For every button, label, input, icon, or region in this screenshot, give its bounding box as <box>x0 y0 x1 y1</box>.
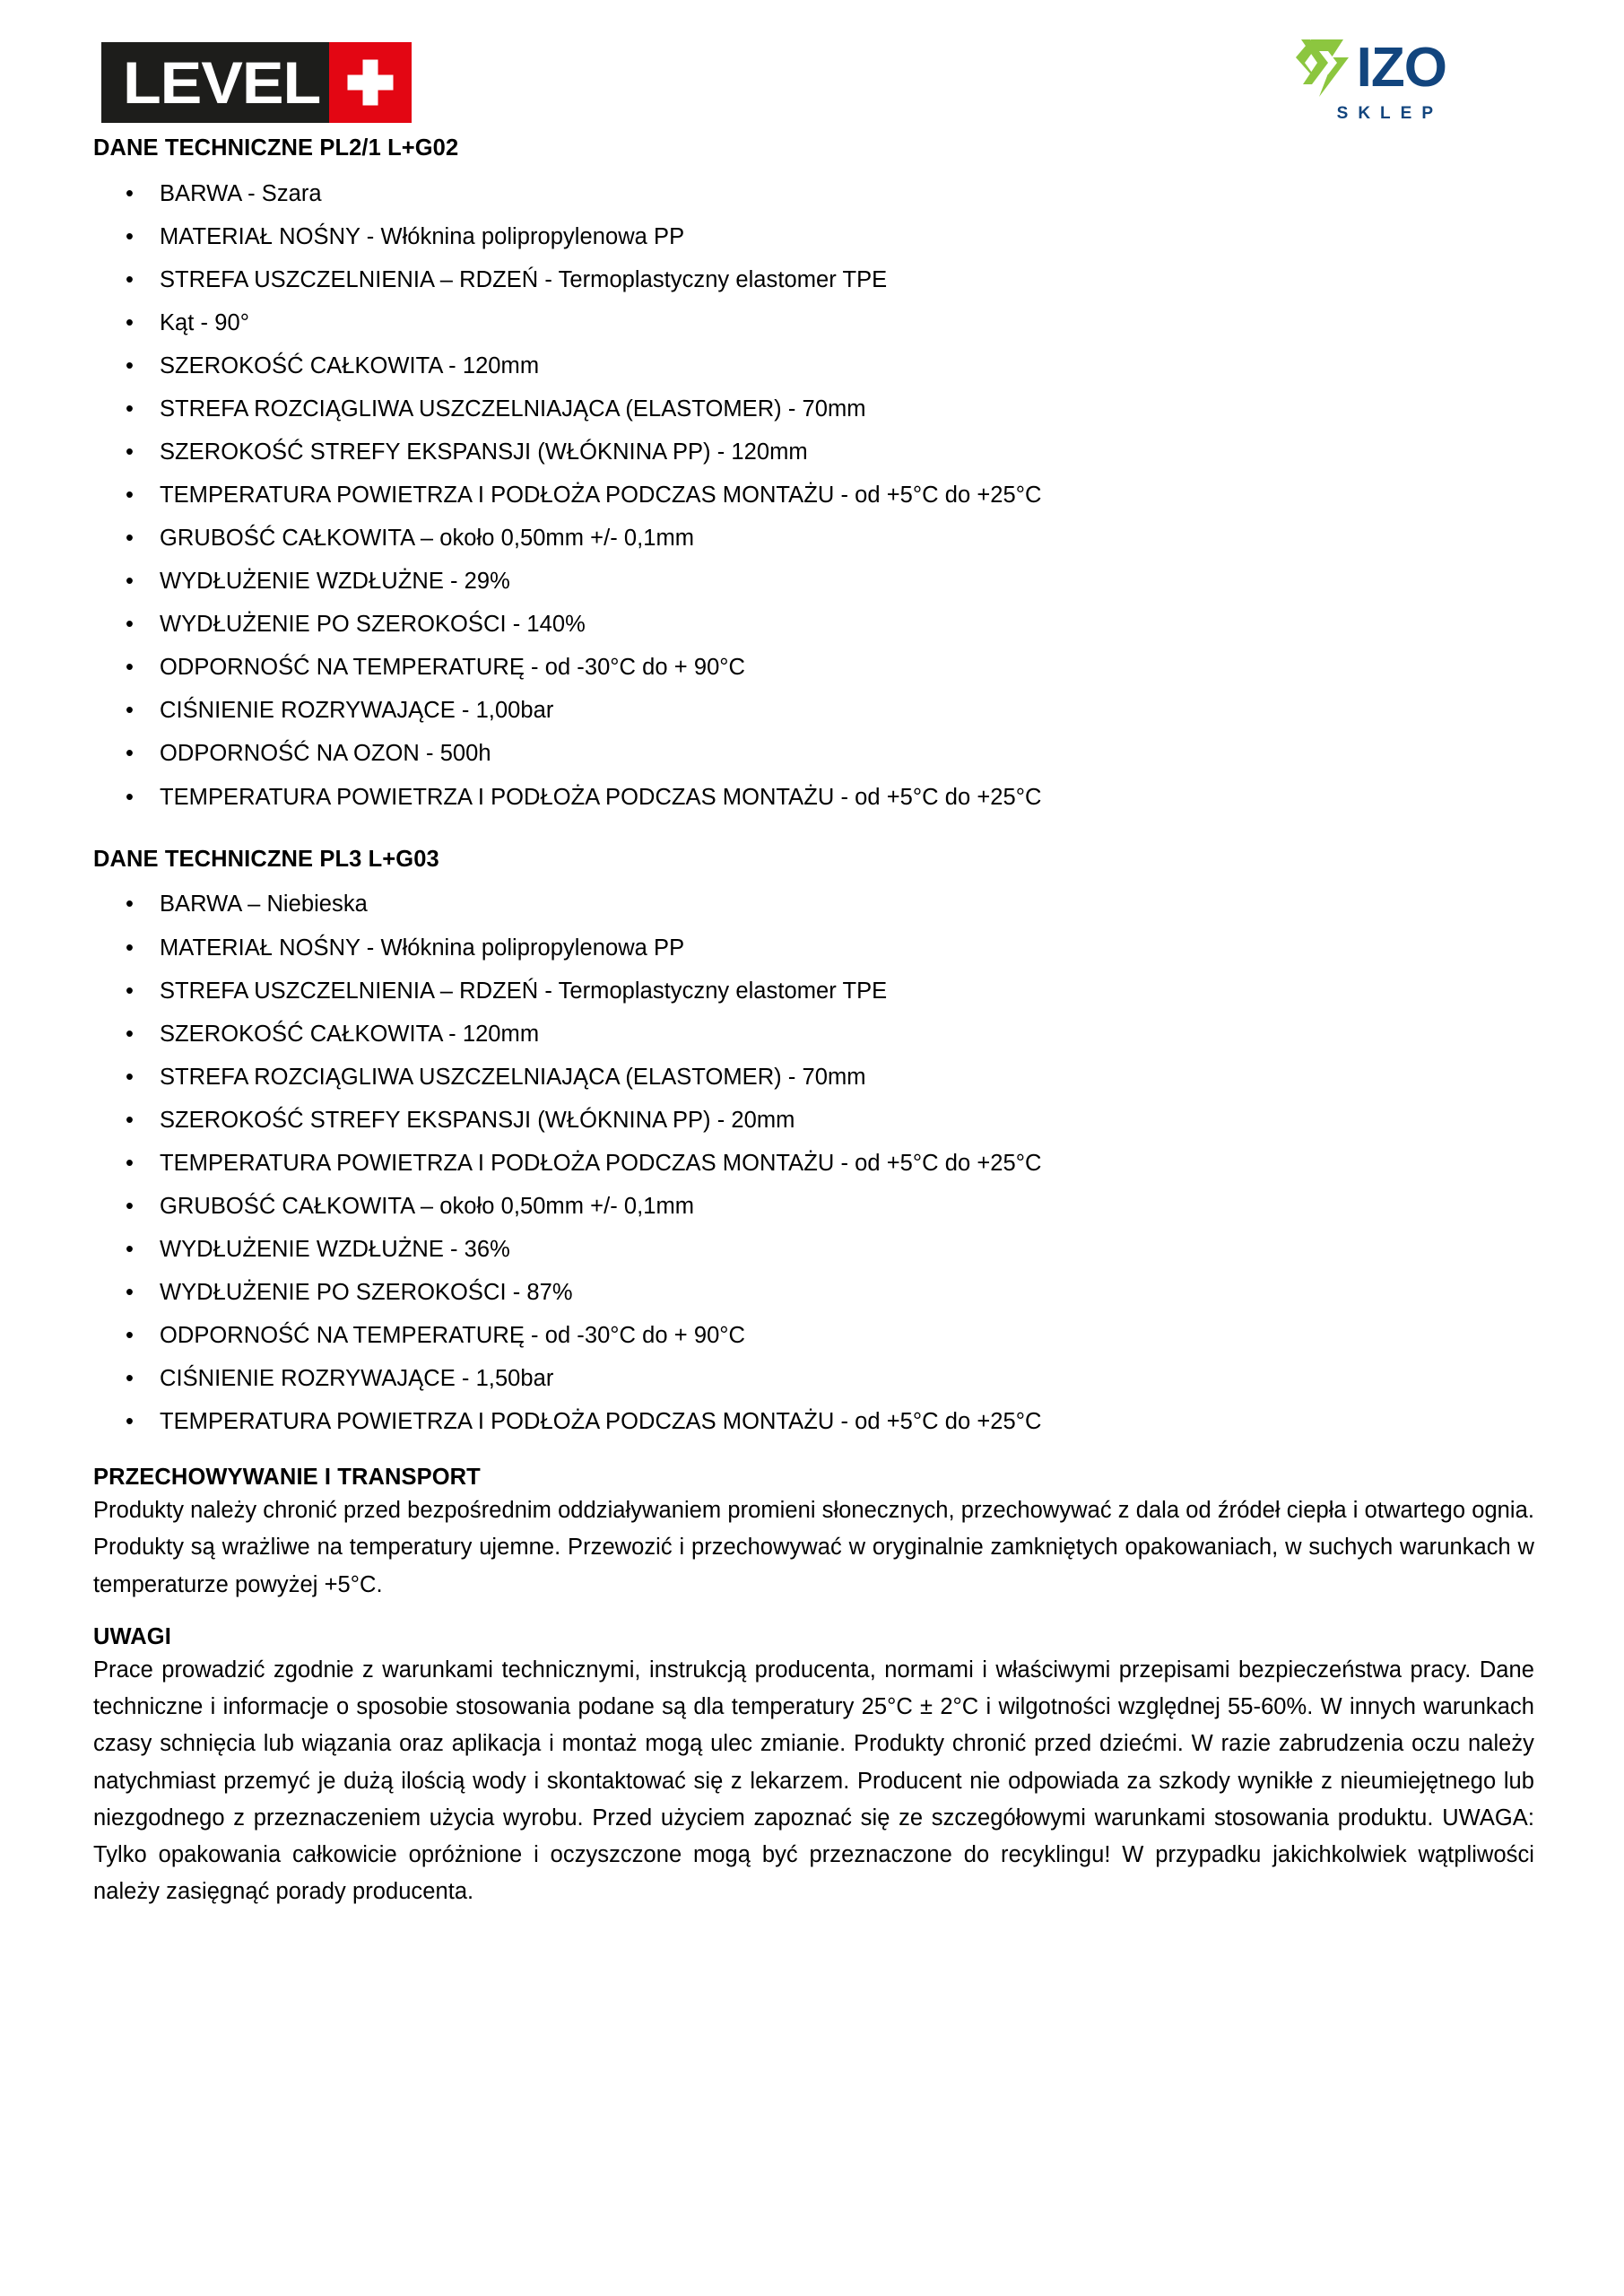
section-spacer <box>93 810 1534 846</box>
section-spacer <box>93 1434 1534 1464</box>
plus-cross-icon-horizontal <box>347 75 393 91</box>
list-item: • WYDŁUŻENIE PO SZEROKOŚCI - 87% <box>93 1262 1534 1305</box>
list-item: • WYDŁUŻENIE WZDŁUŻNE - 29% <box>93 551 1534 594</box>
list-item: • SZEROKOŚĆ STREFY EKSPANSJI (WŁÓKNINA PP) - 20mm <box>93 1090 1534 1133</box>
list-item: • ODPORNOŚĆ NA TEMPERATURĘ - od -30°C do + 90°C <box>93 1305 1534 1348</box>
list-item: • CIŚNIENIE ROZRYWAJĄCE - 1,50bar <box>93 1348 1534 1391</box>
list-item: • TEMPERATURA POWIETRZA I PODŁOŻA PODCZAS MONTAŻU - od +5°C do +25°C <box>93 767 1534 810</box>
section-heading-pl2-1: DANE TECHNICZNE PL2/1 L+G02 <box>93 135 459 161</box>
izo-sklep-logo <box>1292 36 1446 124</box>
list-item: • SZEROKOŚĆ STREFY EKSPANSJI (WŁÓKNINA PP) - 120mm <box>93 422 1534 465</box>
level-logo-plus-block <box>329 42 412 123</box>
storage-paragraph: Produkty należy chronić przed bezpośrednim oddziaływaniem promieni słonecznych, przechowywać z dala od źródeł ciepła i otwartego ognia. Produkty są wrażliwe na temperatury ujemne. Przewozić i przechowywać w oryginalnie zamkniętych opakowaniach, w suchych warunkach w temperaturze powyżej +5°C. <box>93 1497 1534 1597</box>
list-item: • STREFA USZCZELNIENIA – RDZEŃ - Termoplastyczny elastomer TPE <box>93 249 1534 292</box>
list-item: • BARWA – Niebieska <box>93 874 1534 917</box>
list-item: • MATERIAŁ NOŚNY - Włóknina polipropylenowa PP <box>93 206 1534 249</box>
list-item: • TEMPERATURA POWIETRZA I PODŁOŻA PODCZAS MONTAŻU - od +5°C do +25°C <box>93 1133 1534 1176</box>
list-item: • STREFA ROZCIĄGLIWA USZCZELNIAJĄCA (ELASTOMER) - 70mm <box>93 1047 1534 1090</box>
list-item: • ODPORNOŚĆ NA TEMPERATURĘ - od -30°C do + 90°C <box>93 637 1534 680</box>
list-item: • TEMPERATURA POWIETRZA I PODŁOŻA PODCZAS MONTAŻU - od +5°C do +25°C <box>93 465 1534 508</box>
spec-list-pl2-1 <box>93 163 1534 810</box>
list-item: • STREFA USZCZELNIENIA – RDZEŃ - Termoplastyczny elastomer TPE <box>93 961 1534 1004</box>
izo-logo-word: IZO <box>1356 37 1446 100</box>
section-heading-pl3: DANE TECHNICZNE PL3 L+G03 <box>93 846 439 872</box>
level-logo-word: LEVEL <box>123 49 321 116</box>
list-item: • SZEROKOŚĆ CAŁKOWITA - 120mm <box>93 1004 1534 1047</box>
list-item: • TEMPERATURA POWIETRZA I PODŁOŻA PODCZAS MONTAŻU - od +5°C do +25°C <box>93 1391 1534 1434</box>
list-item: • GRUBOŚĆ CAŁKOWITA – około 0,50mm +/- 0,1mm <box>93 508 1534 551</box>
list-item: • ODPORNOŚĆ NA OZON - 500h <box>93 723 1534 766</box>
list-item: • WYDŁUŻENIE WZDŁUŻNE - 36% <box>93 1219 1534 1262</box>
document-header <box>0 0 1624 135</box>
list-item: • WYDŁUŻENIE PO SZEROKOŚCI - 140% <box>93 594 1534 637</box>
izo-hexagon-mark-icon <box>1292 36 1362 100</box>
list-item: • GRUBOŚĆ CAŁKOWITA – około 0,50mm +/- 0,1mm <box>93 1176 1534 1219</box>
list-item: • CIŚNIENIE ROZRYWAJĄCE - 1,00bar <box>93 680 1534 723</box>
list-item: • STREFA ROZCIĄGLIWA USZCZELNIAJĄCA (ELASTOMER) - 70mm <box>93 378 1534 422</box>
list-item: • Kąt - 90° <box>93 292 1534 335</box>
list-item: • BARWA - Szara <box>93 163 1534 206</box>
document-body <box>0 135 1624 1911</box>
notes-paragraph: Prace prowadzić zgodnie z warunkami technicznymi, instrukcją producenta, normami i właściwymi przepisami bezpieczeństwa pracy. Dane techniczne i informacje o sposobie stosowania podane są dla temperatury 25°C ± 2°C i wilgotności względnej 55-60%. W innych warunkach czasy schnięcia lub wiązania oraz aplikacja i montaż mogą ulec zmianie. Produkty chronić przed dziećmi. W razie zabrudzenia oczu należy natychmiast przemyć je dużą ilością wody i skontaktować się z lekarzem. Producent nie odpowiada za szkody wynikłe z nieumiejętnego lub niezgodnego z przeznaczeniem użycia wyrobu. Przed użyciem zapoznać się ze szczegółowymi warunkami stosowania produktu. UWAGA: Tylko opakowania całkowicie opróżnione i oczyszczone mogą być przeznaczone do recyklingu! W przypadku jakichkolwiek wątpliwości należy zasięgnąć porady producenta. <box>93 1657 1534 1905</box>
spec-list-pl3 <box>93 874 1534 1434</box>
section-heading-notes: UWAGI <box>93 1623 171 1649</box>
level-logo-wordmark-block <box>101 42 329 123</box>
section-heading-storage: PRZECHOWYWANIE I TRANSPORT <box>93 1465 481 1491</box>
list-item: • MATERIAŁ NOŚNY - Włóknina polipropylenowa PP <box>93 918 1534 961</box>
list-item: • SZEROKOŚĆ CAŁKOWITA - 120mm <box>93 335 1534 378</box>
izo-logo-subtitle: SKLEP <box>1336 104 1443 123</box>
level-plus-logo <box>101 42 412 123</box>
section-spacer <box>93 1604 1534 1623</box>
izo-logo-top-row <box>1292 36 1446 100</box>
